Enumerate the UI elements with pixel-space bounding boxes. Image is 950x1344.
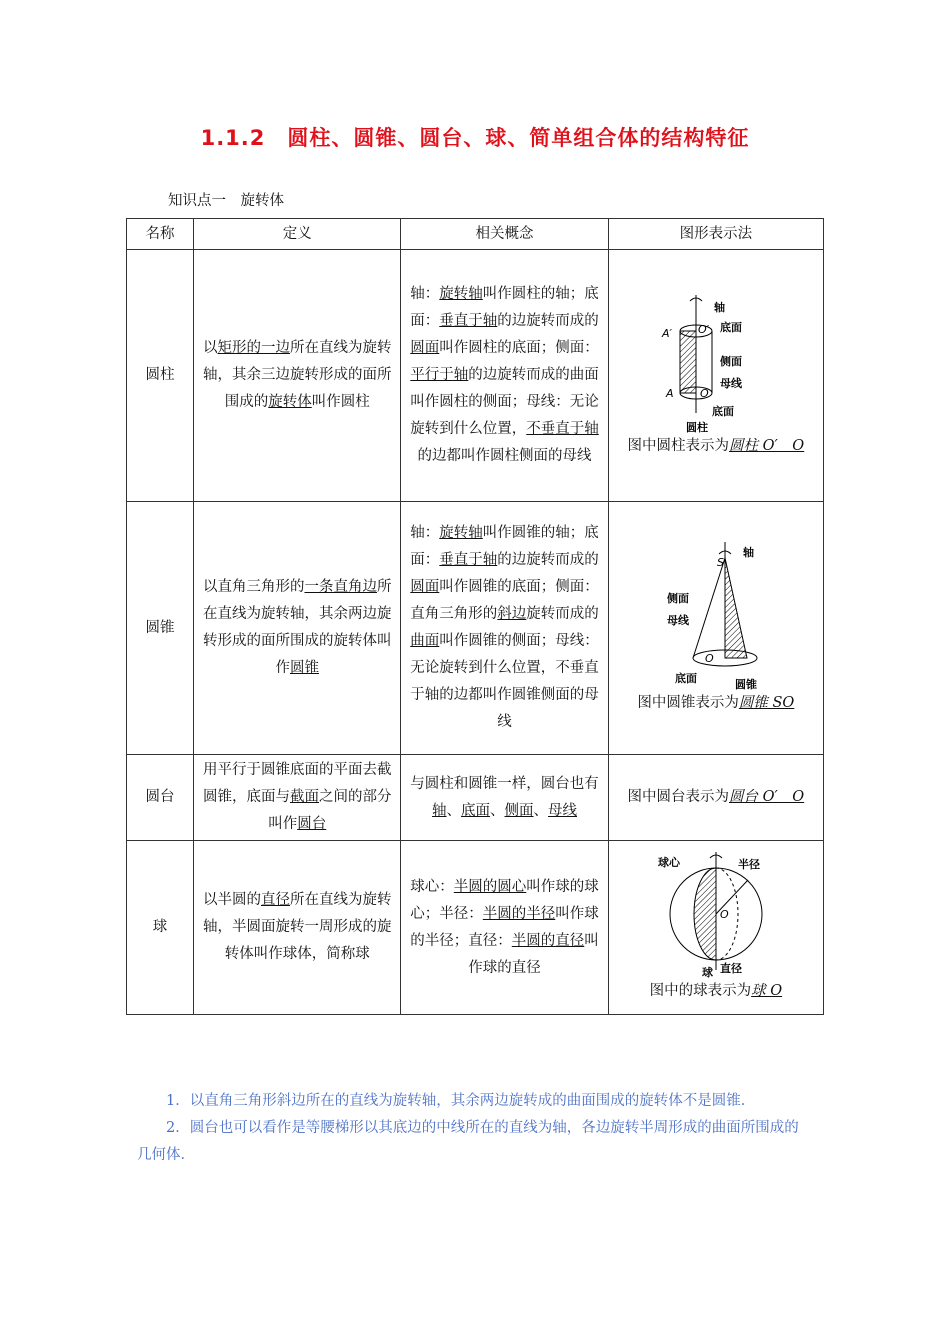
cone-diagram bbox=[651, 540, 781, 690]
header-name: 名称 bbox=[127, 219, 194, 250]
svg-text:A: A bbox=[665, 387, 674, 400]
row-concepts: 轴：旋转轴叫作圆锥的轴；底面：垂直于轴的边旋转而成的圆面叫作圆锥的底面；侧面：直角三角形的斜边旋转而成的曲面叫作圆锥的侧面；母线：无论旋转到什么位置，不垂直于轴的边都叫作圆锥侧面的母线 bbox=[401, 502, 608, 755]
table-row bbox=[127, 841, 824, 1015]
row-concepts: 与圆柱和圆锥一样，圆台也有轴、底面、侧面、母线 bbox=[401, 755, 608, 841]
svg-text:轴: 轴 bbox=[742, 545, 754, 559]
sphere-diagram bbox=[656, 850, 776, 978]
row-figure bbox=[608, 250, 823, 502]
row-definition: 以直角三角形的一条直角边所在直线为旋转轴，其余两边旋转形成的面所围成的旋转体叫作圆锥 bbox=[194, 502, 401, 755]
header-definition: 定义 bbox=[194, 219, 401, 250]
svg-text:半径: 半径 bbox=[737, 858, 760, 871]
svg-text:O: O bbox=[699, 387, 709, 400]
figure-caption: 图中圆台表示为圆台 O′ O bbox=[627, 789, 805, 805]
row-definition: 以矩形的一边所在直线为旋转轴，其余三边旋转形成的面所围成的旋转体叫作圆柱 bbox=[194, 250, 401, 502]
row-concepts: 球心：半圆的圆心叫作球的球心；半径：半圆的半径叫作球的半径；直径：半圆的直径叫作球的直径 bbox=[401, 841, 608, 1015]
svg-text:轴: 轴 bbox=[713, 301, 725, 314]
svg-text:球: 球 bbox=[701, 966, 713, 978]
row-concepts: 轴：旋转轴叫作圆柱的轴；底面：垂直于轴的边旋转而成的圆面叫作圆柱的底面；侧面：平行于轴的边旋转而成的曲面叫作圆柱的侧面；母线：无论旋转到什么位置，不垂直于轴的边都叫作圆柱侧面的母线 bbox=[401, 250, 608, 502]
svg-text:O: O bbox=[704, 651, 714, 665]
svg-text:O: O bbox=[719, 908, 729, 921]
figure-caption: 图中的球表示为球 O bbox=[649, 983, 783, 999]
svg-text:圆锥: 圆锥 bbox=[734, 677, 757, 690]
row-name: 圆台 bbox=[127, 755, 194, 841]
svg-text:直径: 直径 bbox=[719, 962, 742, 975]
section-heading: 知识点一 旋转体 bbox=[168, 193, 284, 209]
row-name: 球 bbox=[127, 841, 194, 1015]
figure-caption: 图中圆柱表示为圆柱 O′ O bbox=[627, 438, 805, 454]
svg-text:底面: 底面 bbox=[719, 321, 742, 334]
figure-caption: 图中圆锥表示为圆锥 SO bbox=[637, 694, 795, 711]
row-name: 圆柱 bbox=[127, 250, 194, 502]
cylinder-diagram bbox=[656, 291, 776, 433]
svg-text:球心: 球心 bbox=[657, 856, 680, 869]
knowledge-table bbox=[126, 218, 824, 1015]
svg-text:S: S bbox=[716, 555, 724, 569]
svg-text:圆柱: 圆柱 bbox=[685, 421, 708, 433]
note-item: 1．以直角三角形斜边所在的直线为旋转轴，其余两边旋转成的曲面围成的旋转体不是圆锥． bbox=[166, 1093, 756, 1109]
page-title: 1.1.2 圆柱、圆锥、圆台、球、简单组合体的结构特征 bbox=[200, 126, 750, 150]
svg-text:底面: 底面 bbox=[711, 405, 734, 418]
header-figure: 图形表示法 bbox=[608, 219, 823, 250]
row-definition: 以半圆的直径所在直线为旋转轴，半圆面旋转一周形成的旋转体叫作球体，简称球 bbox=[194, 841, 401, 1015]
table-header-row bbox=[127, 219, 824, 250]
svg-text:侧面: 侧面 bbox=[719, 355, 742, 368]
table-row bbox=[127, 250, 824, 502]
table-row bbox=[127, 755, 824, 841]
row-figure bbox=[608, 502, 823, 755]
row-name: 圆锥 bbox=[127, 502, 194, 755]
svg-text:O′: O′ bbox=[697, 323, 709, 336]
svg-text:A′: A′ bbox=[661, 327, 672, 340]
row-figure bbox=[608, 755, 823, 841]
svg-text:底面: 底面 bbox=[674, 671, 697, 685]
note-item: 2．圆台也可以看作是等腰梯形以其底边的中线所在的直线为轴，各边旋转半周形成的曲面所围成的几何体． bbox=[137, 1120, 799, 1163]
svg-text:母线: 母线 bbox=[719, 377, 742, 390]
row-definition: 用平行于圆锥底面的平面去截圆锥，底面与截面之间的部分叫作圆台 bbox=[194, 755, 401, 841]
notes bbox=[137, 1088, 813, 1169]
svg-text:侧面: 侧面 bbox=[666, 591, 689, 605]
svg-text:母线: 母线 bbox=[666, 613, 689, 627]
row-figure bbox=[608, 841, 823, 1015]
header-concepts: 相关概念 bbox=[401, 219, 608, 250]
table-row bbox=[127, 502, 824, 755]
